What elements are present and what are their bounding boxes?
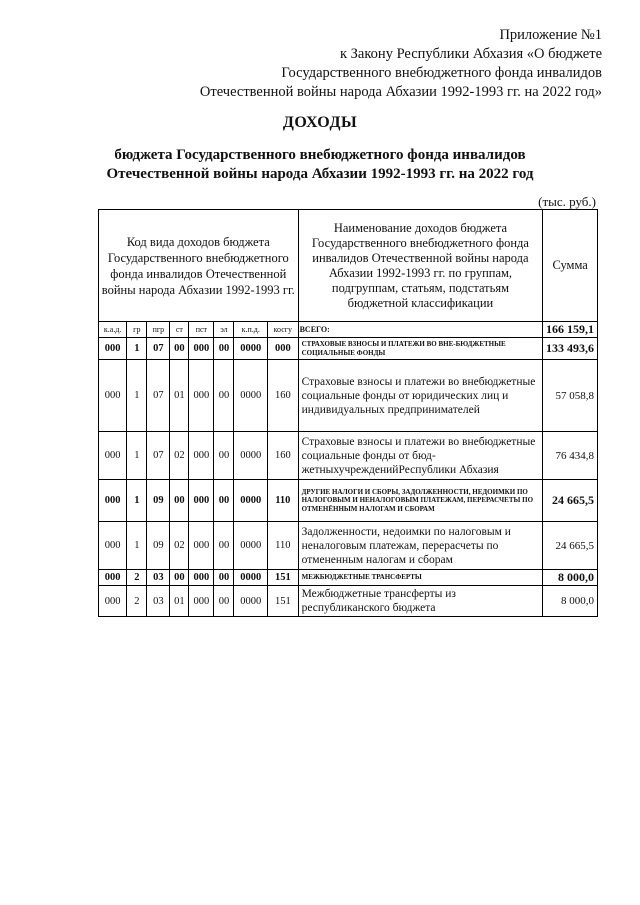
code-cell: 000 — [189, 522, 214, 570]
code-cell: 01 — [170, 360, 189, 432]
revenue-name: СТРАХОВЫЕ ВЗНОСЫ И ПЛАТЕЖИ ВО ВНЕ-БЮДЖЕТНЫЕ СОЦИАЛЬНЫЕ ФОНДЫ — [298, 338, 543, 360]
subheader-cell: к.а.д. — [99, 322, 127, 338]
code-cell: 00 — [170, 480, 189, 522]
code-cell: 1 — [127, 360, 147, 432]
appendix-line: Приложение №1 — [499, 27, 602, 43]
subheader-cell: к.п.д. — [234, 322, 268, 338]
code-cell: 0000 — [234, 522, 268, 570]
code-cell: 2 — [127, 586, 147, 617]
code-cell: 000 — [189, 360, 214, 432]
revenue-sum: 24 665,5 — [543, 522, 598, 570]
code-cell: 07 — [147, 432, 170, 480]
revenue-name: Межбюджетные трансферты из республиканского бюджета — [298, 586, 543, 617]
code-cell: 000 — [189, 480, 214, 522]
code-cell: 1 — [127, 480, 147, 522]
code-cell: 000 — [99, 480, 127, 522]
subheader-cell: пгр — [147, 322, 170, 338]
code-cell: 000 — [99, 570, 127, 586]
subheader-cell: ст — [170, 322, 189, 338]
code-cell: 0000 — [234, 570, 268, 586]
table-row — [99, 432, 598, 480]
code-cell: 03 — [147, 586, 170, 617]
code-cell: 07 — [147, 338, 170, 360]
code-cell: 0000 — [234, 480, 268, 522]
code-cell: 2 — [127, 570, 147, 586]
code-cell: 00 — [170, 570, 189, 586]
total-sum: 166 159,1 — [543, 322, 598, 338]
total-label: ВСЕГО: — [298, 322, 543, 338]
code-cell: 0000 — [234, 432, 268, 480]
code-cell: 00 — [214, 338, 234, 360]
table-row — [99, 570, 598, 586]
code-cell: 000 — [99, 338, 127, 360]
code-cell: 000 — [189, 570, 214, 586]
code-cell: 000 — [99, 586, 127, 617]
code-cell: 000 — [99, 432, 127, 480]
code-cell: 00 — [214, 586, 234, 617]
appendix-line: Государственного внебюджетного фонда инвалидов — [281, 65, 602, 81]
document-title: ДОХОДЫ — [282, 114, 358, 131]
table-row — [99, 522, 598, 570]
code-cell: 00 — [170, 338, 189, 360]
appendix-header — [200, 26, 602, 102]
code-cell: 03 — [147, 570, 170, 586]
code-cell: 01 — [170, 586, 189, 617]
subheader-cell: пст — [189, 322, 214, 338]
revenue-name: Страховые взносы и платежи во внебюджетные социальные фонды от бюд-жетныхучрежденийРеспублики Абхазия — [298, 432, 543, 480]
code-cell: 00 — [214, 522, 234, 570]
code-cell: 02 — [170, 522, 189, 570]
code-cell: 1 — [127, 432, 147, 480]
code-cell: 1 — [127, 338, 147, 360]
subheader-cell: косгу — [268, 322, 299, 338]
revenue-sum: 24 665,5 — [543, 480, 598, 522]
code-cell: 160 — [268, 360, 299, 432]
code-cell: 0000 — [234, 586, 268, 617]
code-cell: 000 — [189, 338, 214, 360]
header-sum: Сумма — [543, 210, 598, 322]
code-cell: 09 — [147, 522, 170, 570]
revenue-name: Задолженности, недоимки по налоговым и неналоговым платежам, перерасчеты по отмененным налогам и сборам — [298, 522, 543, 570]
subheader-cell: эл — [214, 322, 234, 338]
subtitle-line: Отечественной войны народа Абхазии 1992-1993 гг. на 2022 год — [106, 166, 534, 182]
revenue-sum: 133 493,6 — [543, 338, 598, 360]
code-cell: 000 — [99, 522, 127, 570]
code-cell: 160 — [268, 432, 299, 480]
table-row — [99, 480, 598, 522]
code-cell: 110 — [268, 480, 299, 522]
code-cell: 0000 — [234, 338, 268, 360]
unit-label: (тыс. руб.) — [538, 194, 596, 209]
table-row — [99, 360, 598, 432]
code-cell: 00 — [214, 432, 234, 480]
revenue-name: ДРУГИЕ НАЛОГИ И СБОРЫ, ЗАДОЛЖЕННОСТИ, НЕДОИМКИ ПО НАЛОГОВЫМ И НЕНАЛОГОВЫМ ПЛАТЕЖАМ, ПЕРЕРАСЧЕТЫ ПО ОТМЕНЁННЫМ НАЛОГАМ И СБОРАМ — [298, 480, 543, 522]
code-cell: 00 — [214, 480, 234, 522]
revenue-sum: 76 434,8 — [543, 432, 598, 480]
code-cell: 00 — [214, 360, 234, 432]
appendix-line: к Закону Республики Абхазия «О бюджете — [340, 46, 602, 62]
code-cell: 151 — [268, 586, 299, 617]
subheader-cell: гр — [127, 322, 147, 338]
document-subtitle — [0, 146, 640, 184]
code-cell: 000 — [189, 432, 214, 480]
code-cell: 09 — [147, 480, 170, 522]
subtitle-line: бюджета Государственного внебюджетного фонда инвалидов — [114, 147, 526, 163]
header-code: Код вида доходов бюджета Государственного внебюджетного фонда инвалидов Отечественной войны народа Абхазии 1992-1993 гг. — [99, 210, 299, 322]
revenue-sum: 57 058,8 — [543, 360, 598, 432]
revenue-table — [98, 209, 598, 617]
code-cell: 00 — [214, 570, 234, 586]
code-cell: 1 — [127, 522, 147, 570]
table-row — [99, 586, 598, 617]
table-row — [99, 338, 598, 360]
code-cell: 110 — [268, 522, 299, 570]
code-cell: 000 — [268, 338, 299, 360]
code-cell: 02 — [170, 432, 189, 480]
revenue-name: Страховые взносы и платежи во внебюджетные социальные фонды от юридических лиц и индивидуальных предпринимателей — [298, 360, 543, 432]
code-cell: 0000 — [234, 360, 268, 432]
code-cell: 000 — [99, 360, 127, 432]
appendix-line: Отечественной войны народа Абхазии 1992-1993 гг. на 2022 год» — [199, 84, 602, 100]
code-cell: 151 — [268, 570, 299, 586]
code-cell: 07 — [147, 360, 170, 432]
revenue-name: МЕЖБЮДЖЕТНЫЕ ТРАНСФЕРТЫ — [298, 570, 543, 586]
revenue-sum: 8 000,0 — [543, 570, 598, 586]
revenue-sum: 8 000,0 — [543, 586, 598, 617]
header-name: Наименование доходов бюджета Государственного внебюджетного фонда инвалидов Отечественной войны народа Абхазии 1992-1993 гг. по группам, подгруппам, статьям, подстатьям бюджетной классификации — [298, 210, 543, 322]
code-cell: 000 — [189, 586, 214, 617]
